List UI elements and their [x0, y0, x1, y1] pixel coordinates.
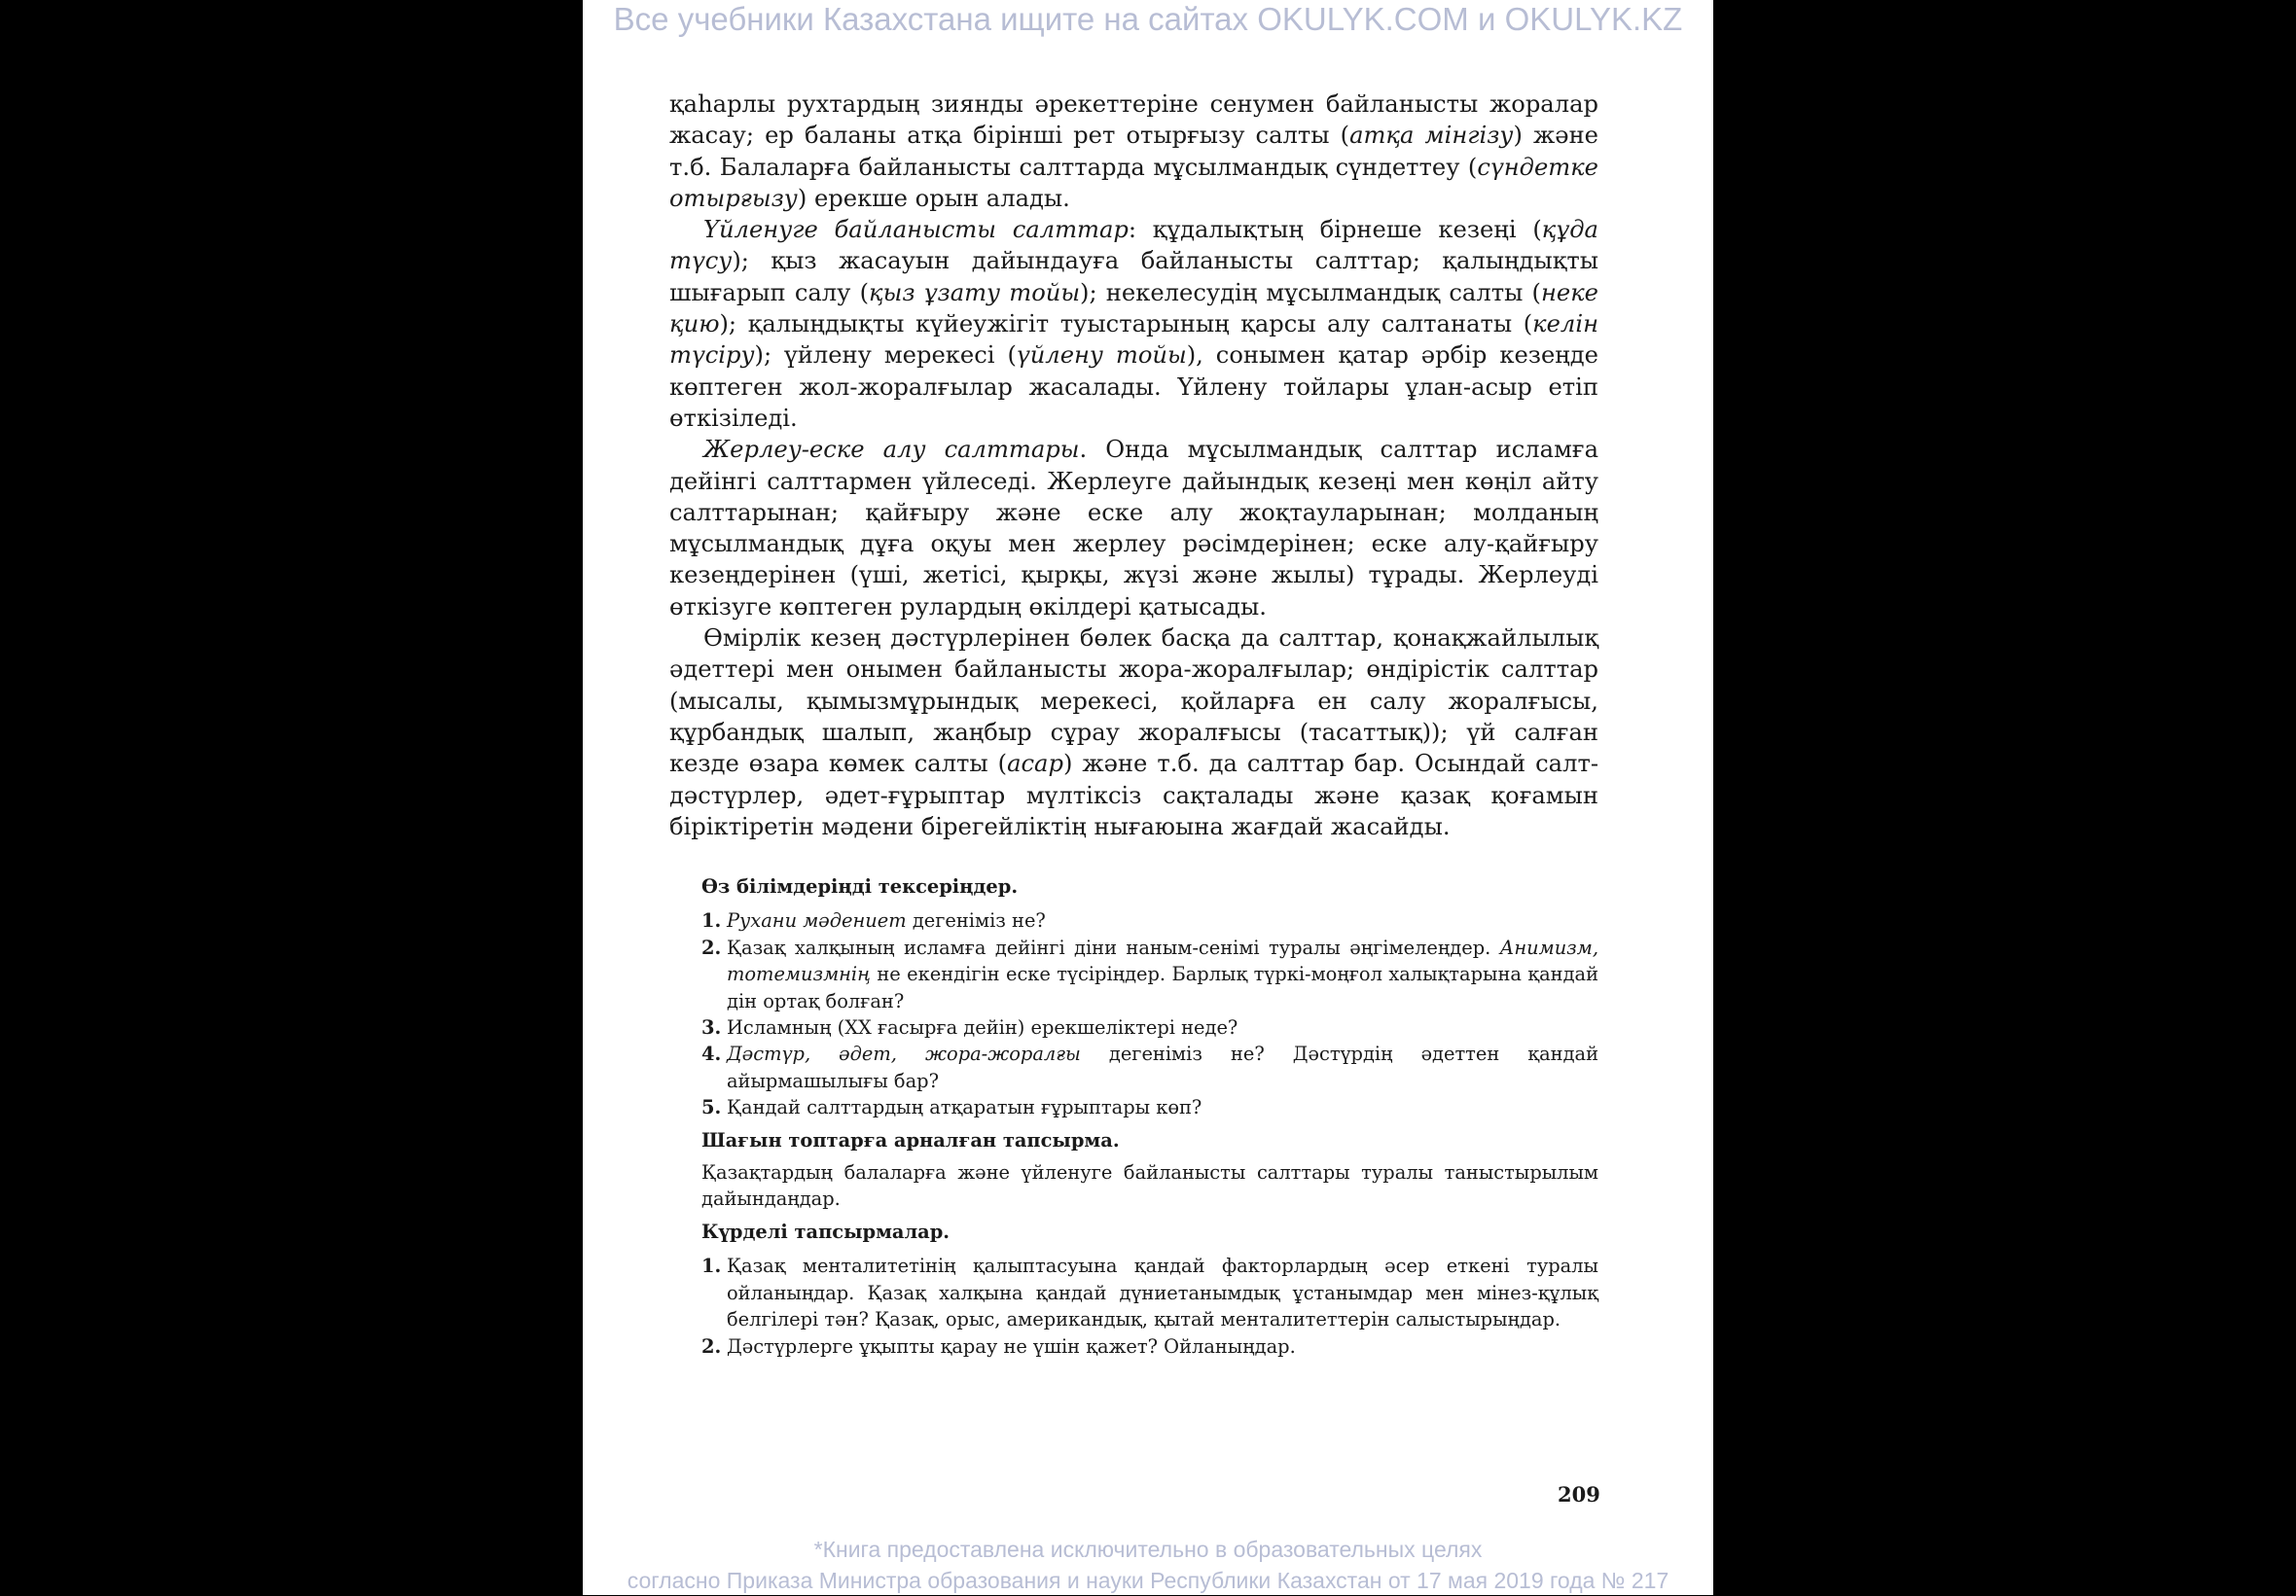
italic-term: үйлену тойы: [1016, 341, 1187, 370]
text-run: . Онда мұсылмандық салттар исламға дейінгі салттармен үйлеседі. Жерлеуге дайындық кезеңі мен көңіл айту салттарынан; қайғыру және еске алу жоқтауларынан; молданың мұсылмандық дұға оқуы мен жерлеу рәсімдерінен; еске алу-қайғыру кезеңдерінен (үші, жетісі, қырқы, жүзі және жылы) тұрады. Жерлеуді өткізуге көптеген рулардың өкілдері қатысады.: [669, 436, 1598, 621]
list-item: [701, 1041, 1598, 1094]
item-text: [727, 1041, 1598, 1094]
watermark-line: согласно Приказа Министра образования и науки Республики Казахстан от 17 мая 2019 года № 217: [627, 1568, 1669, 1593]
item-number: 1.: [701, 909, 722, 933]
textbook-page: [583, 0, 1713, 1595]
check-heading: Өз білімдеріңді тексеріңдер.: [701, 875, 1019, 898]
group-task-heading: Шағын топтарға арналған тапсырма.: [701, 1128, 1120, 1152]
paragraph: [669, 214, 1598, 434]
text-run: не екендігін еске түсіріңдер. Барлық түркі-моңғол халықтарына қандай дін ортақ болған?: [727, 963, 1598, 1012]
italic-term: асар: [1007, 750, 1063, 778]
text-run: Қандай салттардың атқаратын ғұрыптары көп?: [727, 1096, 1202, 1119]
list-item: [701, 935, 1598, 1014]
text-run: ); қалыңдықты күйеужігіт туыстарының қарсы алу салтанаты (: [719, 310, 1533, 338]
item-number: 2.: [701, 1334, 722, 1358]
italic-term: Дәстүр, әдет, жора-жоралғы: [727, 1043, 1081, 1066]
item-text: [727, 1253, 1598, 1332]
list-item: [701, 1333, 1598, 1360]
item-text: [727, 1094, 1598, 1120]
list-item: [701, 907, 1598, 934]
text-run: ); некелесудің мұсылмандық салты (: [1080, 278, 1541, 306]
main-text: [669, 89, 1598, 842]
exercises-section: [701, 873, 1598, 1360]
group-task-text: Қазақтардың балаларға және үйленуге байланысты салттары туралы таныстырылым дайындаңдар.: [701, 1161, 1598, 1211]
item-number: 5.: [701, 1096, 722, 1119]
item-number: 3.: [701, 1016, 722, 1040]
text-run: ) және т.б. да салттар бар. Осындай салт-дәстүрлер, әдет-ғұрыптар мүлтіксіз сақталады және қазақ қоғамын біріктіретін мәдени бірегейліктің нығаюына жағдай жасайды.: [669, 750, 1598, 840]
paragraph: [669, 434, 1598, 622]
text-run: ), сонымен қатар әрбір кезеңде көптеген жол-жоралғылар жасалады. Үйлену тойлары ұлан-асыр етіп өткізіледі.: [669, 341, 1598, 432]
watermark-top: Все учебники Казахстана ищите на сайтах OKULYK.COM и OKULYK.KZ: [613, 1, 1683, 37]
text-run: дегеніміз не?: [906, 909, 1046, 933]
text-run: Дәстүрлерге ұқыпты қарау не үшін қажет? Ойланыңдар.: [727, 1334, 1296, 1358]
text-run: Исламның (XX ғасырға дейін) ерекшеліктері неде?: [727, 1016, 1238, 1040]
item-text: [727, 935, 1598, 1014]
paragraph: [669, 89, 1598, 214]
italic-term: Анимизм, тотемизмнің: [727, 936, 1598, 986]
italic-term: Рухани мәдениет: [727, 909, 907, 933]
text-run: ); үйлену мерекесі (: [754, 341, 1017, 370]
question-list: [701, 907, 1598, 1120]
text-run: ); қыз жасауын дайындауға байланысты салттар; қалыңдықты шығарып салу (: [669, 247, 1598, 306]
italic-term: қыз ұзату тойы: [869, 278, 1081, 306]
paragraph: [669, 622, 1598, 842]
watermark-line: *Книга предоставлена исключительно в образовательных целях: [813, 1537, 1483, 1562]
list-item: [701, 1014, 1598, 1041]
italic-term: сүндетке отырғызу: [669, 153, 1598, 212]
italic-term: құда түсу: [669, 216, 1598, 275]
complex-tasks-heading: Күрделі тапсырмалар.: [701, 1220, 951, 1243]
item-text: [727, 1014, 1598, 1041]
text-run: ) және т.б. Балаларға байланысты салттарда мұсылмандық сүндеттеу (: [669, 122, 1599, 181]
italic-term: атқа мінгізу: [1349, 122, 1514, 150]
list-item: [701, 1094, 1598, 1120]
item-text: [727, 1333, 1598, 1360]
text-run: ) ерекше орын алады.: [797, 184, 1070, 212]
complex-task-list: [701, 1253, 1598, 1360]
text-run: Қазақ халқының исламға дейінгі діни наным-сенімі туралы әңгімелеңдер.: [727, 936, 1500, 959]
item-text: [727, 907, 1598, 934]
text-run: Қазақ менталитетінің қалыптасуына қандай факторлардың әсер еткені туралы ойланыңдар. Қазақ халқына қандай дүниетанымдық ұстанымдар мен мінез-құлық белгілері тән? Қазақ, орыс, американдық, қытай менталитеттерін салыстырыңдар.: [727, 1255, 1598, 1331]
item-number: 2.: [701, 936, 722, 959]
item-number: 4.: [701, 1043, 722, 1066]
list-item: [701, 1253, 1598, 1332]
page-number: 209: [1558, 1482, 1600, 1507]
text-run: Өмірлік кезең дәстүрлерінен бөлек басқа да салттар, қонақжайлылық әдеттері мен онымен байланысты жора-жоралғылар; өндірістік салттар (мысалы, қымызмұрындық мерекесі, қойларға ен салу жоралғысы, құрбандық шалып, жаңбыр сұрау жоралғысы (тасаттық)); үй салған кезде өзара көмек салты (: [669, 624, 1598, 778]
italic-term: неке қию: [669, 278, 1598, 338]
italic-term: келін түсіру: [669, 310, 1598, 370]
text-run: : құдалықтың бірнеше кезеңі (: [1128, 216, 1542, 244]
italic-term: Жерлеу-еске алу салттары: [703, 436, 1080, 464]
italic-term: Үйленуге байланысты салттар: [703, 216, 1129, 244]
watermark-bottom: [583, 1534, 1713, 1596]
text-run: қаһарлы рухтардың зиянды әрекеттеріне сенумен байланысты жоралар жасау; ер баланы атқа бірінші рет отырғызу салты (: [669, 90, 1598, 150]
item-number: 1.: [701, 1255, 722, 1278]
text-run: дегеніміз не? Дәстүрдің әдеттен қандай айырмашылығы бар?: [727, 1043, 1598, 1092]
